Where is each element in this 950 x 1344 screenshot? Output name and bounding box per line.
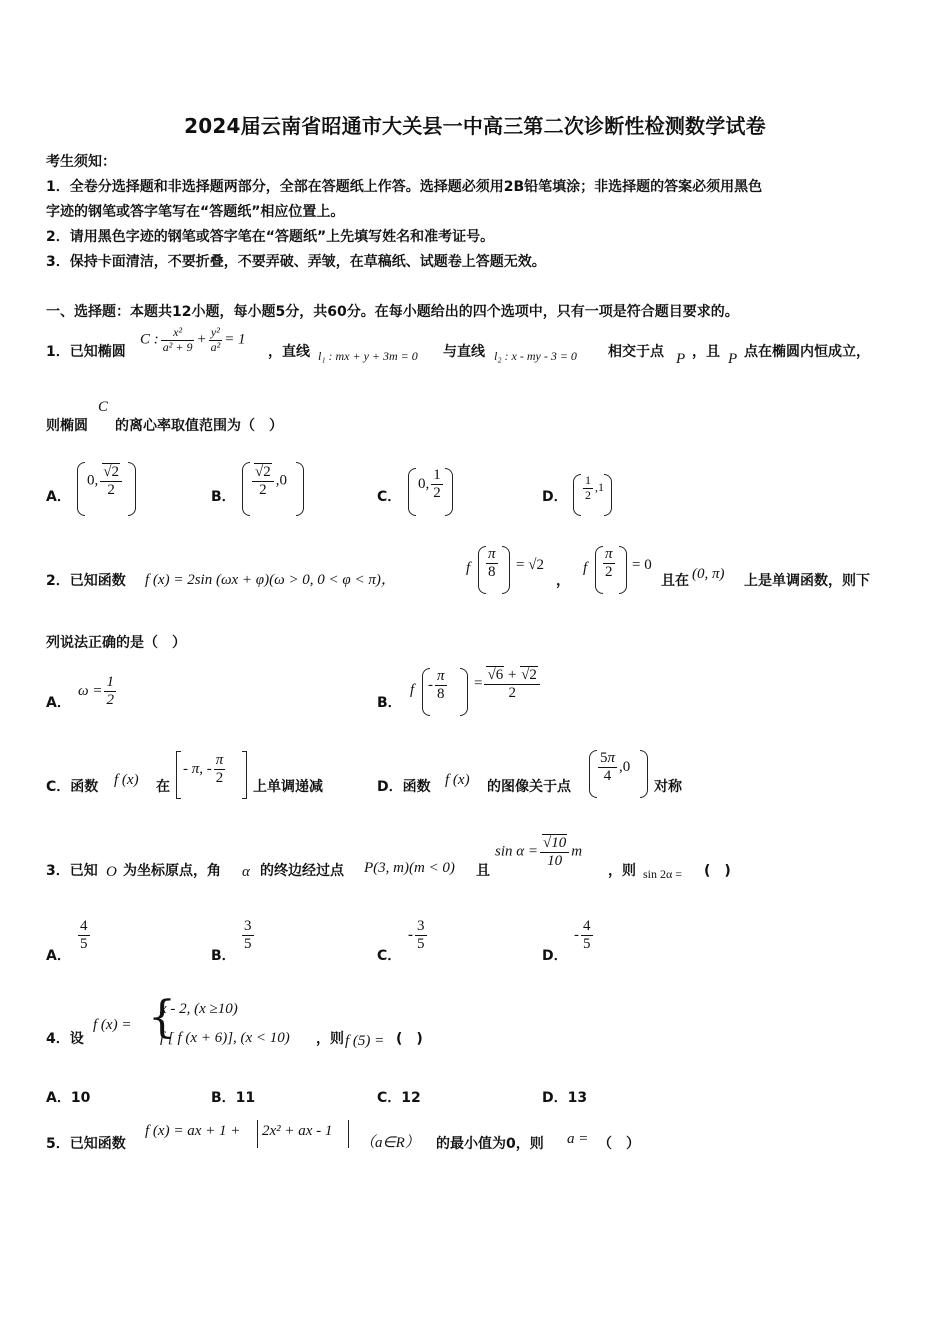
- section-heading: 一、选择题：本题共12小题，每小题5分，共60分。在每小题给出的四个选项中，只有一项是符合题目要求的。: [46, 304, 739, 320]
- notice-line: 字迹的钢笔或答字笔写在“答题纸”相应位置上。: [46, 204, 345, 220]
- q3-m: m: [571, 843, 583, 860]
- paren-icon: [640, 750, 648, 798]
- q2-text: 2．已知函数: [46, 573, 126, 589]
- q2-option-a-lhs: ω =: [78, 683, 103, 700]
- q2-option-d-text: 的图像关于点: [487, 779, 571, 795]
- q4-f5: f (5) =: [345, 1033, 385, 1049]
- q5-text: （ ）: [598, 1136, 640, 1152]
- q4-option-d: D．13: [542, 1090, 588, 1106]
- q1-option-d-label: D．: [542, 489, 568, 505]
- q1-ellipse-equation: C : $\frac{\text{x²}}{\text{a² + 9}}$ + $\frac{\text{y²}}{\text{a²}}$ = 1: [140, 325, 246, 354]
- q5-text: 的最小值为0，则: [436, 1136, 544, 1152]
- q4-case1: x - 2, (x ≥10): [160, 1001, 238, 1017]
- q2-text: 上是单调函数，则下: [744, 573, 870, 589]
- q4-text: 4．设: [46, 1031, 84, 1047]
- q2-option-b-arg: - $\frac{\pi}{8}$: [428, 668, 445, 703]
- q3-text: 的终边经过点: [260, 863, 344, 879]
- q1-text: 1．已知椭圆: [46, 344, 126, 360]
- q2-option-c-text: 上单调递减: [253, 779, 323, 795]
- q2-cond1-value: = √2: [516, 557, 544, 573]
- q2-option-c-fx: f (x): [114, 772, 139, 788]
- q5-fx: f (x) = ax + 1 +: [145, 1123, 241, 1139]
- paren-icon: [604, 474, 612, 516]
- q3-sin-lhs: sin α =: [495, 843, 539, 860]
- q3-text: 且: [476, 863, 490, 879]
- q4-option-b: B．11: [211, 1090, 256, 1106]
- q1-text: 相交于点: [608, 344, 664, 360]
- q2-option-d-label: D．函数: [377, 779, 431, 795]
- q4-option-c: C．12: [377, 1090, 421, 1106]
- q2-option-a-label: A．: [46, 695, 71, 711]
- q1-option-c-label: C．: [377, 489, 402, 505]
- q2-interval: (0, π): [692, 566, 725, 582]
- paren-icon: [502, 546, 510, 594]
- q1-point-p: P: [676, 351, 686, 367]
- q3-option-d-label: D．: [542, 948, 568, 964]
- q2-cond1-arg: $\frac{\pi}{8}$: [488, 546, 496, 581]
- abs-bar-icon: [257, 1120, 258, 1148]
- q1-text: 则椭圆: [46, 418, 88, 434]
- q4-option-a: A．10: [46, 1090, 91, 1106]
- q3-option-d-value: - $\frac{4}{5}$: [574, 918, 591, 953]
- q3-text: 为坐标原点，角: [123, 863, 221, 879]
- q3-text: 3．已知: [46, 863, 98, 879]
- q5-text: 5．已知函数: [46, 1136, 126, 1152]
- q3-option-a-value: $\frac{4}{5}$: [80, 918, 88, 953]
- q2-option-c-label: C．函数: [46, 779, 99, 795]
- q2-cond2-arg: $\frac{\pi}{2}$: [605, 546, 613, 581]
- q1-text: 与直线: [443, 344, 485, 360]
- q3-text: ( ): [704, 863, 731, 879]
- q2-option-c-text: 在: [156, 779, 170, 795]
- q3-option-b-value: $\frac{3}{5}$: [244, 918, 252, 953]
- notice-line: 1．全卷分选择题和非选择题两部分，全部在答题纸上作答。选择题必须用2B铅笔填涂；非选择题的答案必须用黑色: [46, 179, 763, 195]
- paren-icon: [573, 474, 581, 516]
- bracket-icon: [242, 751, 247, 799]
- q2-f-symbol: f: [466, 560, 471, 576]
- q3-sin-condition: sin α = $\frac{√10}{10}$ m: [495, 835, 583, 870]
- notice-heading: 考生须知：: [46, 154, 116, 170]
- notice-line: 2．请用黑色字迹的钢笔或答字笔在“答题纸”上先填写姓名和准考证号。: [46, 229, 495, 245]
- q4-text: ，则: [316, 1031, 344, 1047]
- paren-icon: [77, 462, 85, 516]
- q2-option-b-label: B．: [377, 695, 402, 711]
- q2-comma: ，: [556, 573, 570, 589]
- q2-cond2-value: = 0: [632, 557, 652, 573]
- q3-option-c-value: - $\frac{3}{5}$: [408, 918, 425, 953]
- paren-icon: [242, 462, 250, 516]
- q2-option-d-text: 对称: [654, 779, 682, 795]
- q3-option-c-label: C．: [377, 948, 402, 964]
- q1-option-b-value: $\frac{√2}{2}$ ,0: [250, 463, 287, 500]
- q1-ellipse-c: C: [98, 399, 109, 415]
- q2-function: f (x) = 2sin (ωx + φ)(ω > 0, 0 < φ < π)，: [145, 572, 396, 588]
- q1-text: 点在椭圆内恒成立，: [744, 344, 870, 360]
- q2-text: 且在: [661, 573, 689, 589]
- q3-point: P(3, m)(m < 0): [364, 860, 455, 876]
- q2-option-d-point: $\frac{5\pi}{4}$ ,0: [600, 750, 631, 785]
- q3-option-a-label: A．: [46, 948, 71, 964]
- q3-alpha: α: [242, 864, 250, 880]
- q1-text: 的离心率取值范围为（ ）: [115, 418, 283, 434]
- q1-text: ，直线: [268, 344, 310, 360]
- q1-option-d-value: $\frac{1}{2}$ ,1: [585, 473, 604, 502]
- q3-sin2alpha: sin 2α =: [643, 867, 683, 881]
- q4-text: ( ): [396, 1031, 423, 1047]
- q1-option-b-label: B．: [211, 489, 236, 505]
- paren-icon: [460, 668, 468, 716]
- q1-option-c-value: 0, $\frac{1}{2}$: [418, 467, 441, 502]
- q4-case2: f [ f (x + 6)], (x < 10): [160, 1030, 290, 1046]
- q2-option-c-interval: - π, - $\frac{\pi}{2}$: [183, 752, 224, 787]
- q1-text: ，且: [692, 344, 720, 360]
- paren-icon: [296, 462, 304, 516]
- q1-option-a-value: 0, $\frac{√2}{2}$: [87, 463, 124, 500]
- q4-fx: f (x) =: [93, 1017, 132, 1033]
- q3-option-b-label: B．: [211, 948, 236, 964]
- paren-icon: [128, 462, 136, 516]
- q5-condition: （a∈R）: [360, 1135, 420, 1151]
- brace-icon: {: [148, 992, 176, 1043]
- page-title: 2024届云南省昭通市大关县一中高三第二次诊断性检测数学试卷: [184, 114, 766, 138]
- q2-text: 列说法正确的是（ ）: [46, 635, 186, 651]
- q1-option-a-label: A．: [46, 489, 71, 505]
- bracket-icon: [176, 751, 181, 799]
- q2-f-symbol: f: [410, 682, 415, 698]
- q1-point-p: P: [728, 351, 738, 367]
- q3-text: ，则: [608, 863, 636, 879]
- q5-abs: 2x² + ax - 1: [262, 1123, 333, 1139]
- q3-origin: O: [106, 864, 117, 880]
- paren-icon: [619, 546, 627, 594]
- notice-block: [46, 150, 762, 275]
- q1-line2: l₂ : x - my - 3 = 0: [494, 349, 577, 363]
- q2-f-symbol: f: [583, 560, 588, 576]
- paren-icon: [445, 468, 453, 516]
- abs-bar-icon: [348, 1120, 349, 1148]
- notice-line: 3．保持卡面清洁，不要折叠，不要弄破、弄皱，在草稿纸、试题卷上答题无效。: [46, 254, 546, 270]
- q2-option-a-value: ω = $\frac{1}{2}$: [78, 674, 114, 709]
- q2-option-b-value: = $\frac{√6 + √2}{2}$: [474, 666, 542, 703]
- q5-a: a =: [567, 1131, 589, 1147]
- q2-option-d-fx: f (x): [445, 772, 470, 788]
- q1-line1: l₁ : mx + y + 3m = 0: [318, 349, 418, 363]
- paren-icon: [408, 468, 416, 516]
